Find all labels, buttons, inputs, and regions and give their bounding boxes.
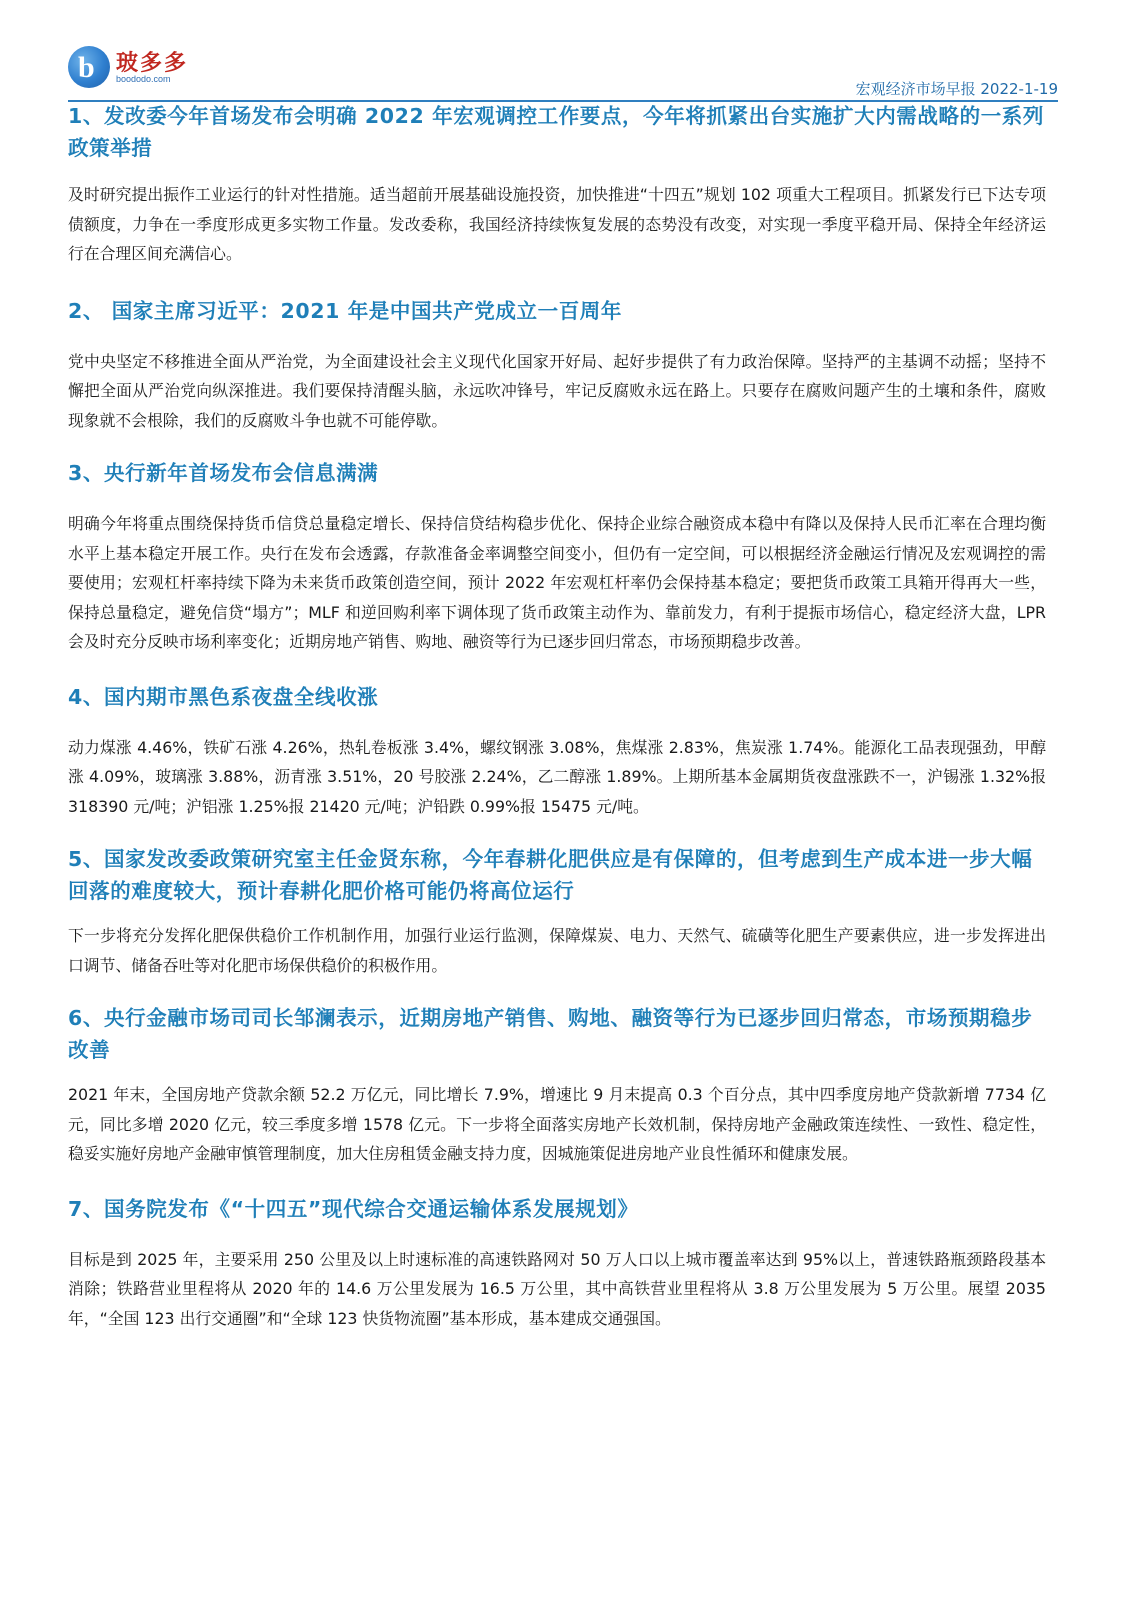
section-4-title: 4、国内期市黑色系夜盘全线收涨	[68, 684, 379, 709]
section-1-title: 1、发改委今年首场发布会明确 2022 年宏观调控工作要点，今年将抓紧出台实施扩大内需战略的一系列政策举措	[68, 104, 1044, 160]
brand-logo	[68, 42, 208, 94]
section-5-body: 下一步将充分发挥化肥保供稳价工作机制作用，加强行业运行监测，保障煤炭、电力、天然气、硫磺等化肥生产要素供应，进一步发挥进出口调节、储备吞吐等对化肥市场保供稳价的积极作用。	[68, 926, 1046, 975]
section-2-body: 党中央坚定不移推进全面从严治党，为全面建设社会主义现代化国家开好局、起好步提供了有力政治保障。坚持严的主基调不动摇；坚持不懈把全面从严治党向纵深推进。我们要保持清醒头脑，永远吹冲锋号，牢记反腐败永远在路上。只要存在腐败问题产生的土壤和条件，腐败现象就不会根除，我们的反腐败斗争也就不可能停歇。	[68, 351, 1046, 430]
report-title: 宏观经济市场早报 2022-1-19	[855, 80, 1058, 98]
section-5-title: 5、国家发改委政策研究室主任金贤东称，今年春耕化肥供应是有保障的，但考虑到生产成本进一步大幅回落的难度较大，预计春耕化肥价格可能仍将高位运行	[68, 847, 1033, 903]
b-circle-logo-icon: b	[68, 46, 110, 88]
section-1-body: 及时研究提出振作工业运行的针对性措施。适当超前开展基础设施投资，加快推进“十四五”规划 102 项重大工程项目。抓紧发行已下达专项债额度，力争在一季度形成更多实物工作量。发改委称，我国经济持续恢复发展的态势没有改变，对实现一季度平稳开局、保持全年经济运行在合理区间充满信心。	[68, 185, 1046, 263]
section-7-body: 目标是到 2025 年，主要采用 250 公里及以上时速标准的高速铁路网对 50 万人口以上城市覆盖率达到 95%以上，普速铁路瓶颈路段基本消除；铁路营业里程将从 2020 年的 14.6 万公里发展为 16.5 万公里，其中高铁营业里程将从 3.8 万公里发展为 5 万公里。展望 2035 年，“全国 123 出行交通圈”和“全球 123 快货物流圈”基本形成，基本建成交通强国。	[68, 1249, 1046, 1328]
logo-url: boododo.com	[116, 74, 171, 84]
section-2-title: 2、 国家主席习近平：2021 年是中国共产党成立一百周年	[68, 298, 622, 323]
section-7-title: 7、国务院发布《“十四五”现代综合交通运输体系发展规划》	[68, 1196, 639, 1221]
section-4-body: 动力煤涨 4.46%，铁矿石涨 4.26%，热轧卷板涨 3.4%，螺纹钢涨 3.08%，焦煤涨 2.83%，焦炭涨 1.74%。能源化工品表现强劲，甲醇涨 4.09%，玻璃涨 3.88%，沥青涨 3.51%，20 号胶涨 2.24%，乙二醇涨 1.89%。上期所基本金属期货夜盘涨跌不一，沪锡涨 1.32%报 318390 元/吨；沪铝涨 1.25%报 21420 元/吨；沪铅跌 0.99%报 15475 元/吨。	[68, 737, 1046, 816]
report-content	[68, 100, 1046, 1333]
section-3-body: 明确今年将重点围绕保持货币信贷总量稳定增长、保持信贷结构稳步优化、保持企业综合融资成本稳中有降以及保持人民币汇率在合理均衡水平上基本稳定开展工作。央行在发布会透露，存款准备金率调整空间变小，但仍有一定空间，可以根据经济金融运行情况及宏观调控的需要使用；宏观杠杆率持续下降为未来货币政策创造空间，预计 2022 年宏观杠杆率仍会保持基本稳定；要把货币政策工具箱开得再大一些，保持总量稳定，避免信贷“塌方”；MLF 和逆回购利率下调体现了货币政策主动作为、靠前发力，有利于提振市场信心，稳定经济大盘，LPR 会及时充分反映市场利率变化；近期房地产销售、购地、融资等行为已逐步回归常态，市场预期稳步改善。	[68, 514, 1046, 651]
logo-name: 玻多多	[116, 50, 189, 76]
section-6-body: 2021 年末，全国房地产贷款余额 52.2 万亿元，同比增长 7.9%，增速比 9 月末提高 0.3 个百分点，其中四季度房地产贷款新增 7734 亿元，同比多增 2020 亿元，较三季度多增 1578 亿元。下一步将全面落实房地产长效机制，保持房地产金融政策连续性、一致性、稳定性，稳妥实施好房地产金融审慎管理制度，加大住房租赁金融支持力度，因城施策促进房地产业良性循环和健康发展。	[68, 1085, 1046, 1163]
section-6-title: 6、央行金融市场司司长邹澜表示，近期房地产销售、购地、融资等行为已逐步回归常态，市场预期稳步改善	[68, 1006, 1033, 1062]
page-header	[68, 38, 1058, 100]
section-3-title: 3、央行新年首场发布会信息满满	[68, 461, 379, 485]
